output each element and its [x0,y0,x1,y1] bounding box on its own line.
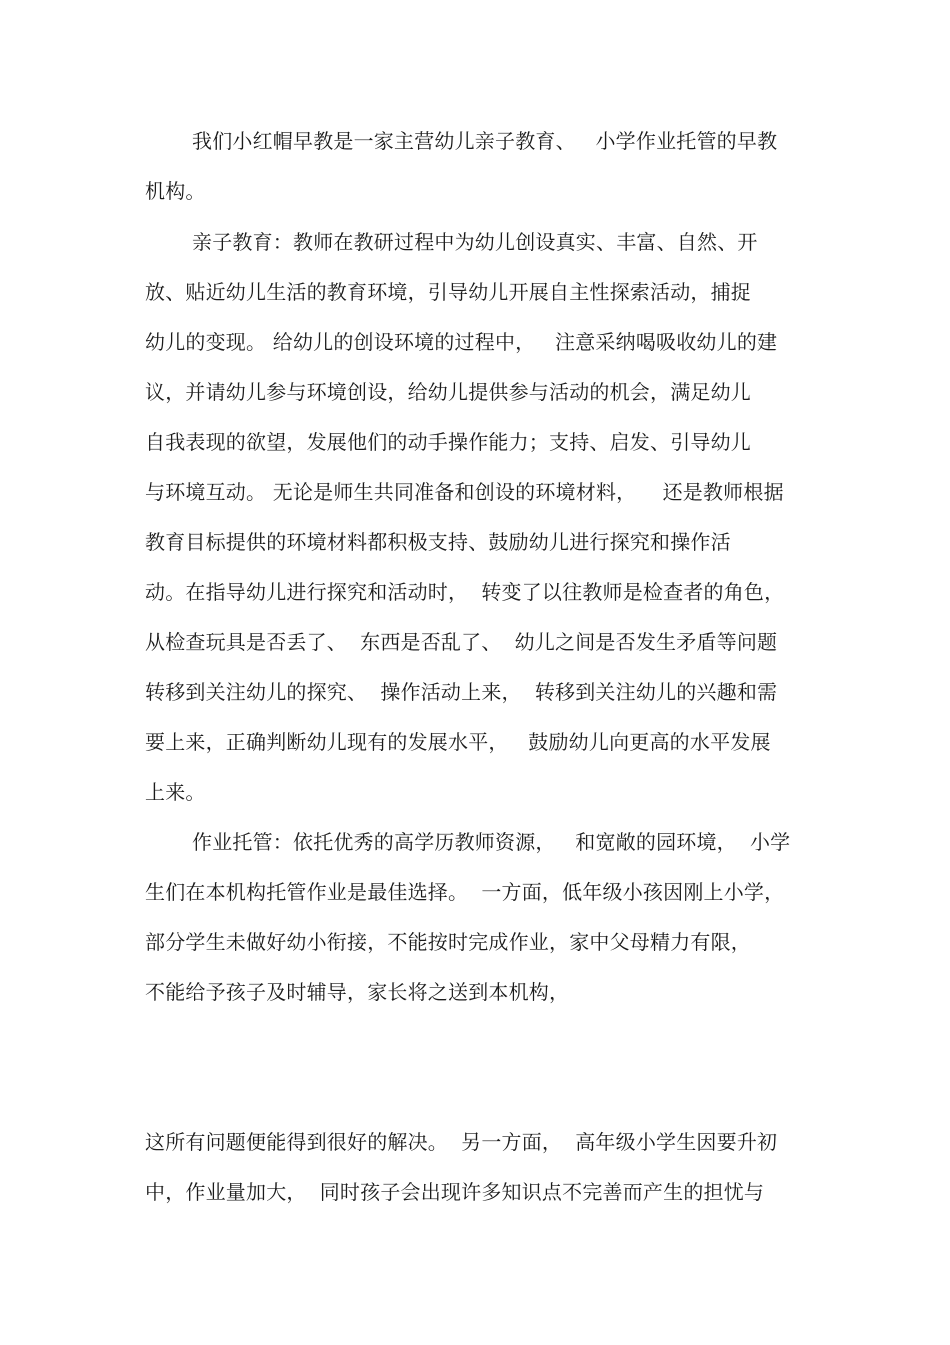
paragraph-line: 我们小红帽早教是一家主营幼儿亲子教育、 小学作业托管的早教 [192,129,778,153]
paragraph-line: 上来。 [145,780,206,804]
paragraph-line: 这所有问题便能得到很好的解决。 另一方面， 高年级小学生因要升初 [145,1130,778,1154]
paragraph-line: 议，并请幼儿参与环境创设，给幼儿提供参与活动的机会，满足幼儿 [145,380,751,404]
paragraph-line: 机构。 [145,179,206,203]
paragraph-line: 亲子教育：教师在教研过程中为幼儿创设真实、丰富、自然、开 [192,230,758,254]
paragraph-line: 生们在本机构托管作业是最佳选择。 一方面，低年级小孩因刚上小学， [145,880,785,904]
paragraph-line: 教育目标提供的环境材料都积极支持、鼓励幼儿进行探究和操作活 [145,530,731,554]
paragraph-line: 自我表现的欲望，发展他们的动手操作能力；支持、启发、引导幼儿 [145,430,751,454]
paragraph-line: 不能给予孩子及时辅导，家长将之送到本机构， [145,980,570,1004]
paragraph-line: 转移到关注幼儿的探究、 操作活动上来， 转移到关注幼儿的兴趣和需 [145,680,778,704]
paragraph-line: 幼儿的变现。 给幼儿的创设环境的过程中， 注意采纳喝吸收幼儿的建 [145,330,778,354]
paragraph-line: 与环境互动。 无论是师生共同准备和创设的环境材料， 还是教师根据 [145,480,784,504]
paragraph-line: 放、贴近幼儿生活的教育环境，引导幼儿开展自主性探索活动，捕捉 [145,280,751,304]
paragraph-line: 从检查玩具是否丢了、 东西是否乱了、 幼儿之间是否发生矛盾等问题 [145,630,778,654]
paragraph-line: 动。在指导幼儿进行探究和活动时， 转变了以往教师是检查者的角色， [145,580,785,604]
paragraph-line: 要上来，正确判断幼儿现有的发展水平， 鼓励幼儿向更高的水平发展 [145,730,771,754]
paragraph-line: 作业托管：依托优秀的高学历教师资源， 和宽敞的园环境， 小学 [192,830,791,854]
paragraph-line: 中，作业量加大， 同时孩子会出现许多知识点不完善而产生的担忧与 [145,1180,765,1204]
paragraph-line: 部分学生未做好幼小衔接，不能按时完成作业，家中父母精力有限， [145,930,751,954]
